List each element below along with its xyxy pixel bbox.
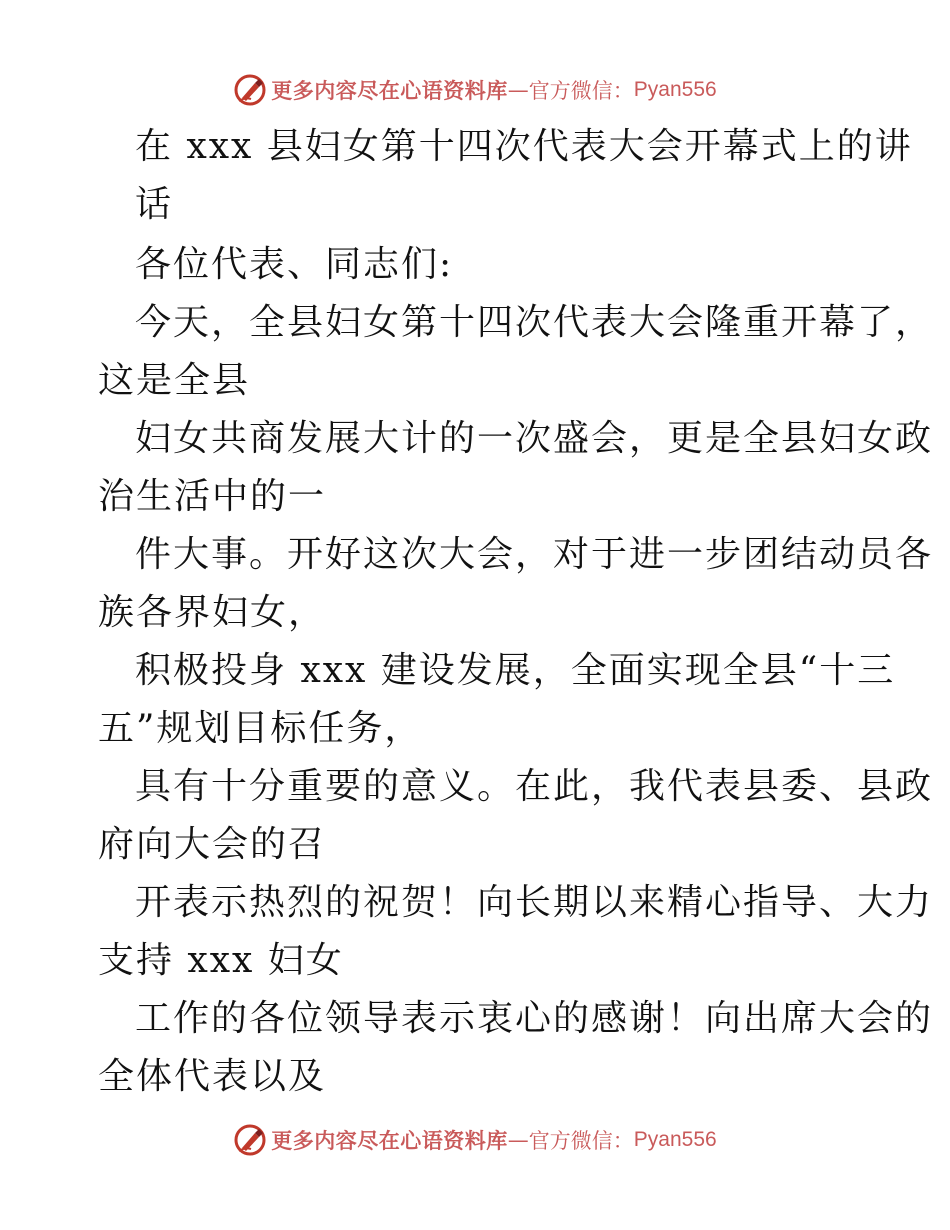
paragraph-line: 府向大会的召 xyxy=(98,824,327,865)
watermark-wechat-label: 官方微信： xyxy=(528,79,634,103)
paragraph-line: 具有十分重要的意义。在此，我代表县委、县政 xyxy=(135,766,934,807)
salutation-line: 各位代表、同志们: xyxy=(135,244,454,285)
paragraph-line: 全体代表以及 xyxy=(98,1056,327,1097)
paragraph-line: 件大事。开好这次大会，对于进一步团结动员各 xyxy=(135,534,934,575)
paragraph-line: 支持 xxx 妇女 xyxy=(98,940,344,981)
paragraph-line: 妇女共商发展大计的一次盛会，更是全县妇女政 xyxy=(135,418,934,459)
watermark-slogan: 更多内容尽在心语资料库 xyxy=(271,79,508,103)
paragraph-line: 今天，全县妇女第十四次代表大会隆重开幕了， xyxy=(135,302,934,343)
pen-logo-icon xyxy=(233,73,267,107)
paragraph-line: 治生活中的一 xyxy=(98,476,327,517)
paragraph-line: 工作的各位领导表示衷心的感谢！向出席大会的 xyxy=(135,998,934,1039)
paragraph-line: 五”规划目标任务， xyxy=(98,708,423,749)
watermark-wechat-id: Pyan556 xyxy=(633,78,717,101)
document-title-line-1: 在 xxx 县妇女第十四次代表大会开幕式上的讲 xyxy=(135,126,913,167)
footer-watermark xyxy=(0,1120,950,1160)
paragraph-line: 族各界妇女， xyxy=(98,592,327,633)
watermark-wechat-id: Pyan556 xyxy=(633,1128,717,1151)
paragraph-line: 这是全县 xyxy=(98,360,251,401)
pen-logo-icon xyxy=(233,1123,267,1157)
paragraph-line: 积极投身 xxx 建设发展，全面实现全县“十三 xyxy=(135,650,896,691)
watermark-slogan: 更多内容尽在心语资料库 xyxy=(271,1129,508,1153)
watermark-wechat-label: 官方微信： xyxy=(528,1129,634,1153)
document-title-line-2: 话 xyxy=(135,184,174,225)
paragraph-line: 开表示热烈的祝贺！向长期以来精心指导、大力 xyxy=(135,882,934,923)
watermark-dash: — xyxy=(507,78,529,102)
watermark-dash: — xyxy=(507,1128,529,1152)
header-watermark xyxy=(0,70,950,110)
